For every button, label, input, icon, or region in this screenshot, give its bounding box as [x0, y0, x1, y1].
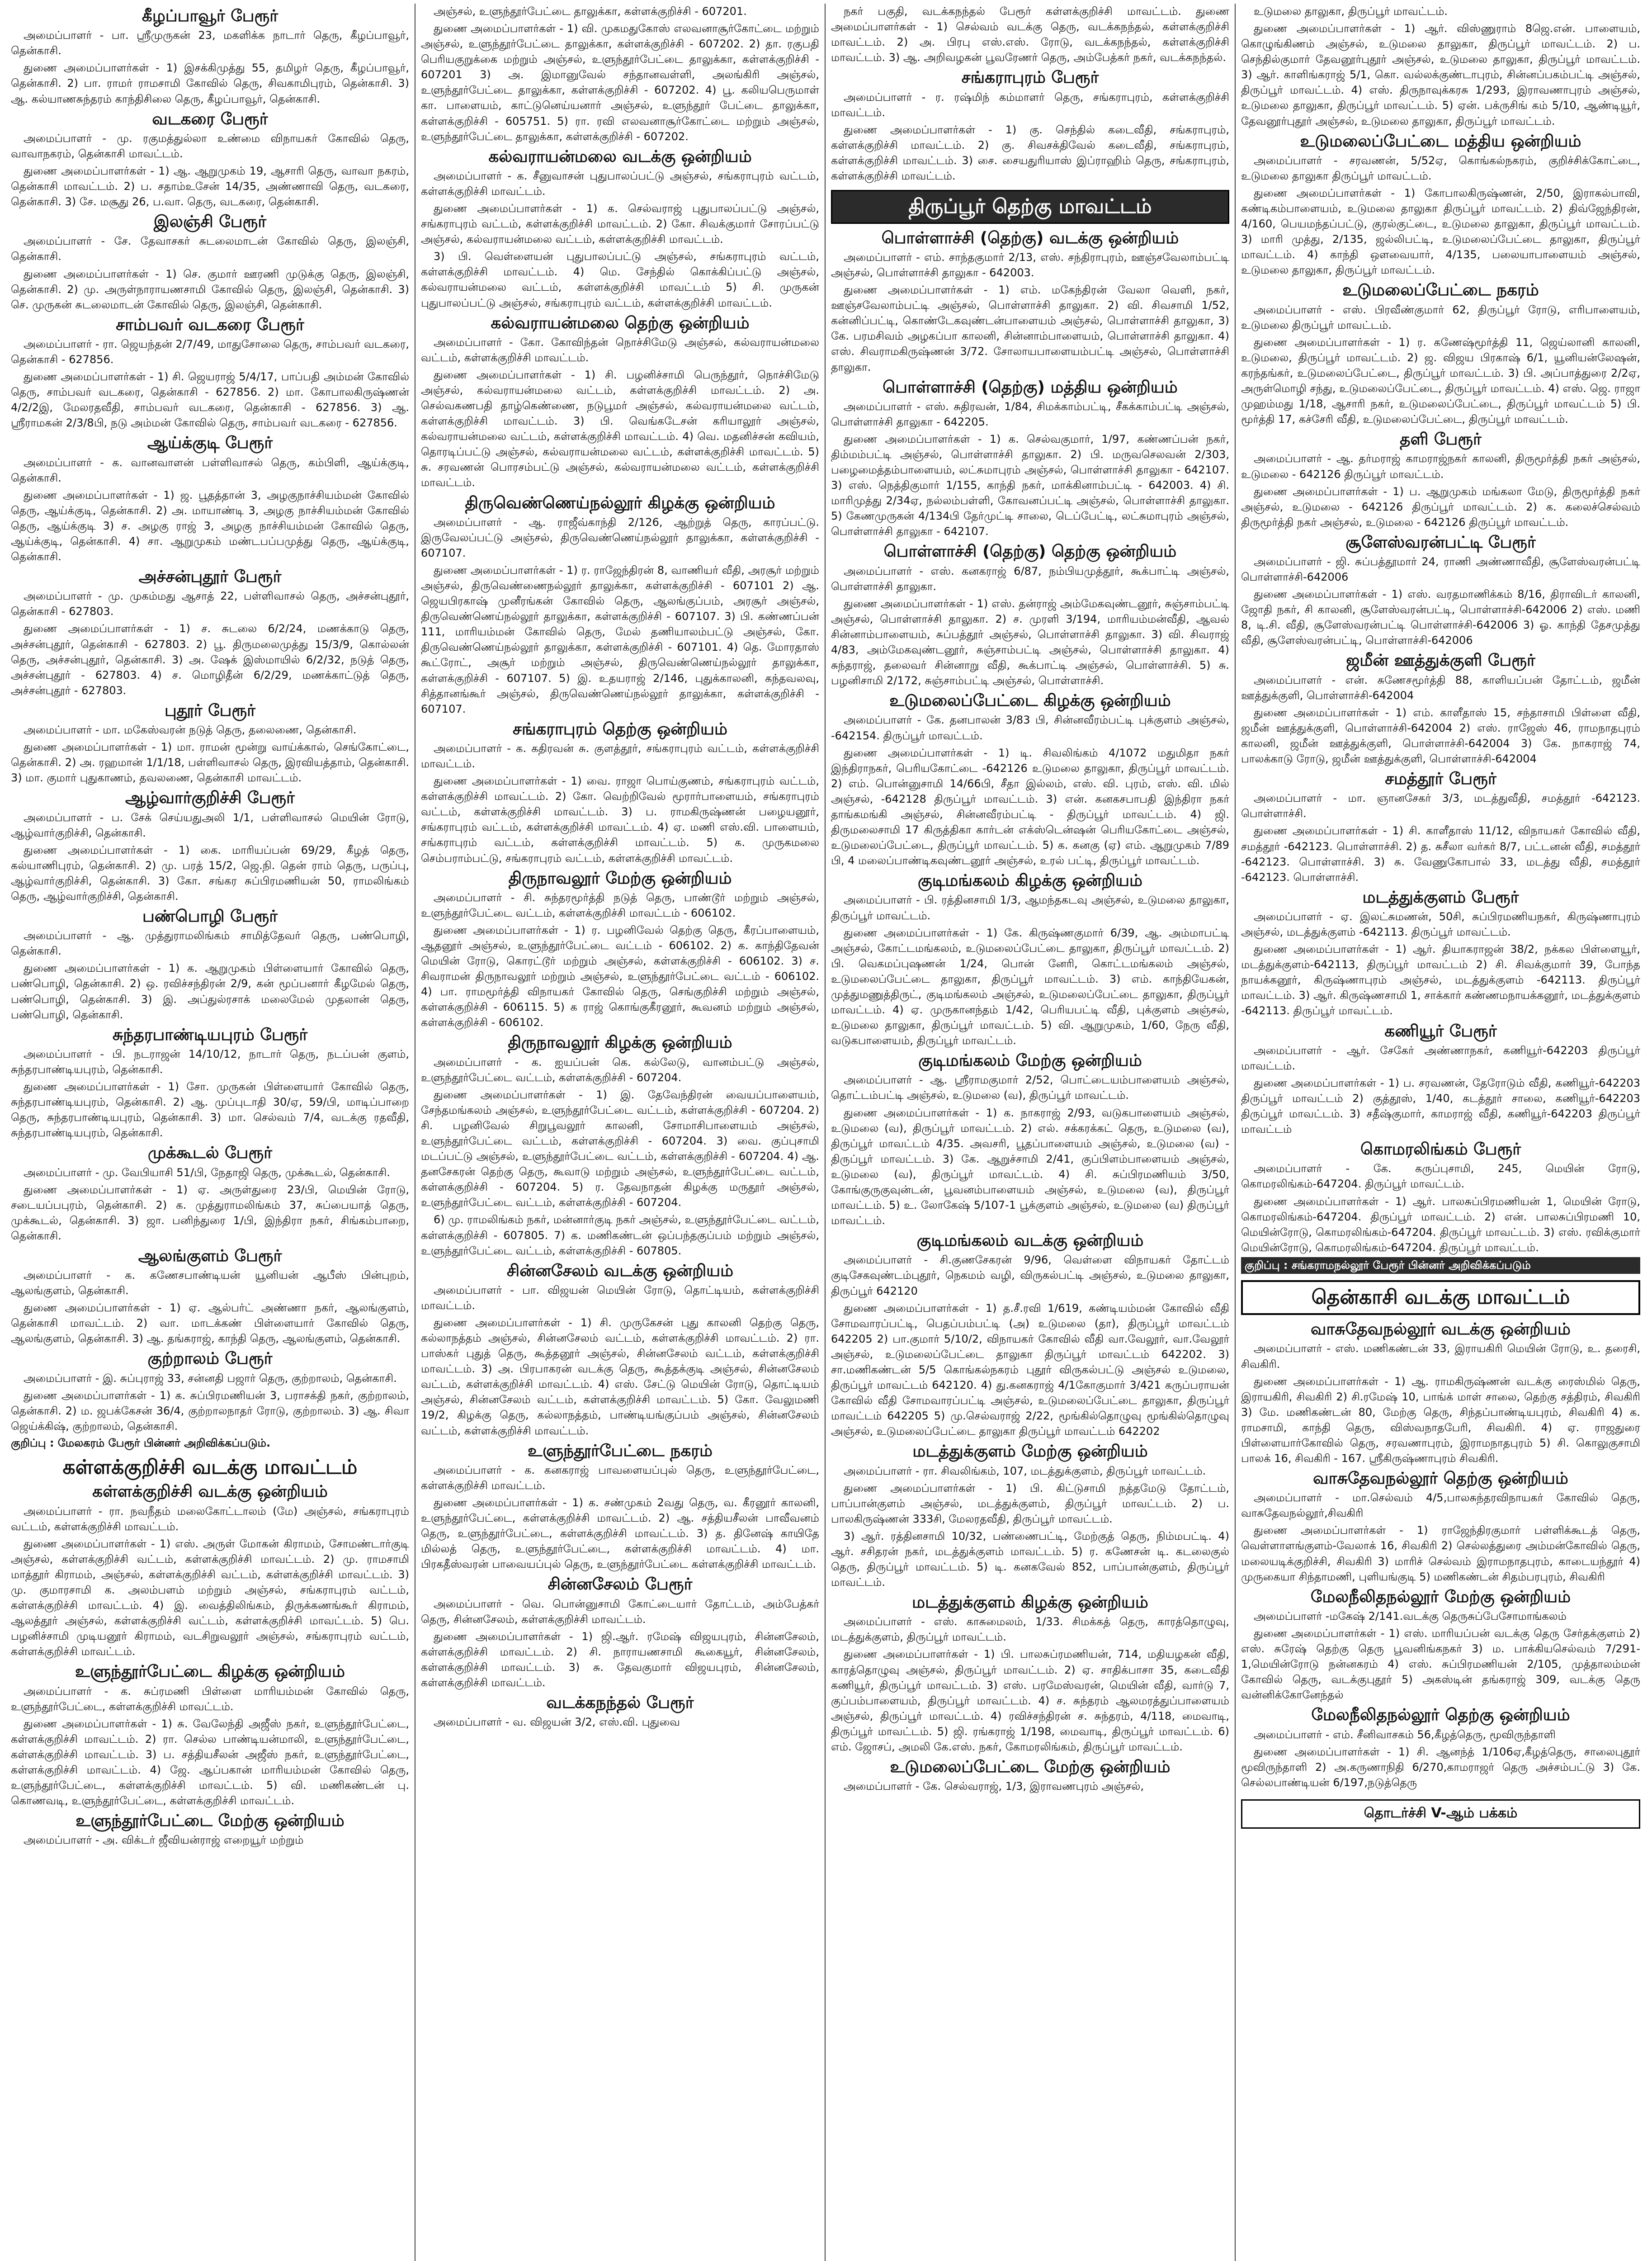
paragraph: அமைப்பாளர் - எஸ். சுதிரவன், 1/84, சிமக்காம்பட்டி, சீகக்காம்பட்டி அஞ்சல், பொள்ளாச்சி தாலுகா - 642205. [831, 400, 1229, 428]
section-heading: கணியூர் பேரூர் [1384, 1022, 1497, 1041]
paragraph: துணை அமைப்பாளர்கள் - 1) க. செல்வராஜ் புதுபாலப்பட்டு அஞ்சல், சங்கராபுரம் வட்டம், கள்ளக்குறிச்சி மாவட்டம். 2) கோ. சிவக்குமார் சோரப்பட்டு அஞ்சல், கல்வராயன்மலை வட்டம், கள்ளக்குறிச்சி மாவட்டம். [421, 202, 820, 246]
section-heading: குடிமங்கலம் கிழக்கு ஒன்றியம் [917, 871, 1143, 890]
paragraph: அமைப்பாளர் - ஆர். சேகேர் அண்ணாநகர், கணியூர்-642203 திருப்பூர் மாவட்டம். [1241, 1044, 1640, 1072]
paragraph: அமைப்பாளர் - எம். சீனிவாசகம் 56,கீழத்தெரு, மூவிருந்தாளி [1254, 1728, 1556, 1741]
paragraph: அமைப்பாளர் - ர. ரஷ்மிந் கம்மாளர் தெரு, சங்கராபுரம், கள்ளக்குறிச்சி மாவட்டம். [831, 90, 1229, 119]
paragraph: அமைப்பாளர் - ரா. ஜெயந்தன் 2/7/49, மாதுசோலை தெரு, சாம்பவர் வடகரை, தென்காசி - 627856. [11, 337, 409, 366]
paragraph: துணை அமைப்பாளர்கள் - 1) ஆ. ராமகிருஷ்ணன் வடக்கு ரைஸ்மில் தெரு, இராயகிரி, சிவகிரி 2) சி.ரமேஷ் 10, பாங்க் மாள் சாலை, தெற்கு சத்திரம், சிவகிரி 3) மே. மணிகண்டன் 80, மேற்கு தெரு, சிந்தப்பாண்டியபுரம், சிவகிரி 4) க. ராமசாமி, காந்தி தெரு, விஸ்வநாதபேரி, சிவகிரி. 4) ஏ. ராஜதுரை பிள்ளையார்கோவில் தெரு, சரவணாபுரம், இராமநாதபுரம் 5) சி. கொலுகுசாமி பாலக் 16, சிவகிரி - 167. ஸ்ரீகிருஷ்ணாபுரம் சிவகிரி. [1241, 1375, 1640, 1465]
section-heading: உளுந்தூர்பேட்டை நகரம் [528, 1441, 713, 1460]
paragraph: அமைப்பாளர் - எஸ். பிரவீண்குமார் 62, திருப்பூர் ரோடு, எரிபாளையம், உடுமலை திருப்பூர் மாவட்டம். [1241, 303, 1640, 331]
section-heading: உளுந்தூர்பேட்டை மேற்கு ஒன்றியம் [76, 1812, 345, 1831]
section-heading: முக்கூடல் பேரூர் [147, 1144, 273, 1163]
paragraph: துணை அமைப்பாளர்கள் - 1) சி. காளீதாஸ் 11/12, விநாயகர் கோவில் வீதி, சமத்தூர் -642123. பொள்ளாச்சி. 2) த. சுசீலா வர்கர் 8/7, பட்டனன் வீதி, சமத்தூர் -642123. பொள்ளாச்சி. 3) சு. வேணுகோபால் 33, மடத்து வீதி, சமத்தூர் -642123. பொள்ளாச்சி. [1241, 824, 1640, 884]
paragraph: துணை அமைப்பாளர்கள் - 1) ப. சரவணன், தேரோடும் வீதி, கணியூர்-642203 திருப்பூர் மாவட்டம் 2) குத்தூஸ், 1/40, கடத்தூர் சாலை, கணியூர்-642203 திருப்பூர் மாவட்டம். 3) சதீஷ்குமார், காமராஜ் வீதி, கணியூர்-642203 திருப்பூர் மாவட்டம் [1241, 1076, 1640, 1136]
paragraph: அமைப்பாளர் - ரா. சிவலிங்கம், 107, மடத்துக்குளம், திருப்பூர் மாவட்டம். [844, 1464, 1206, 1477]
paragraph: துணை அமைப்பாளர்கள் - 1) கோபாலகிருஷ்ணன், 2/50, இராகல்பாவி, கண்டிகம்பாளையம், உடுமலை தாலுகா திருப்பூர் மாவட்டம். 2) திவ்ஜேந்திரன், 4/160, பெயமந்தப்பட்டு, குரல்குட்டை, உடுமலை தாலுகா, திருப்பூர் மாவட்டம். 3) மாரி முத்து, 2/135, ஜல்லிபட்டி, உடுமலைப்பேட்டை தாலுகா, திருப்பூர் மாவட்டம். 4) காந்தி ஒளவையார், 4/135, பலையாபாளையம் அஞ்சல், உடுமலை தாலுகா, திருப்பூர் மாவட்டம். [1241, 186, 1640, 277]
paragraph: துணை அமைப்பாளர்கள் - 1) ஆ. ஆறுமுகம் 19, ஆசாரி தெரு, வாவா நகரம், தென்காசி மாவட்டம். 2) ப. சதாம்உசேன் 14/35, அண்ணாவி தெரு, வடகரை, தென்காசி. 3) சே. மசூது 26, ப.வா. தெரு, வடகரை, தென்காசி. [11, 164, 409, 208]
paragraph: துணை அமைப்பாளர்கள் - 1) செ. குமார் ஊரணி முடுக்கு தெரு, இலஞ்சி, தென்காசி. 2) மு. அருள்நாராயணசாமி கோவில் தெரு, இலஞ்சி, தென்காசி. 3) செ. முருகன் சுடலைமாடன் கோவில் தெரு, இலஞ்சி, தென்காசி. [11, 267, 409, 311]
paragraph: அமைப்பாளர் - கோ. கோவிந்தன் நொச்சிமேடு அஞ்சல், கல்வராயன்மலை வட்டம், கள்ளக்குறிச்சி மாவட்டம். [421, 336, 819, 364]
paragraph: அமைப்பாளர் - க. கணேசபாண்டியன் யூனியன் ஆபீஸ் பின்புறம், ஆலங்குளம், தென்காசி. [11, 1269, 409, 1297]
section-heading: சங்கராபுரம் பேரூர் [961, 68, 1099, 87]
paragraph: துணை அமைப்பாளர்கள் - 1) ஆர். விஸ்ணுராம் 8ஜெ.என். பாளையம், கொழுங்கிணம் அஞ்சல், உடுமலை தாலுகா, திருப்பூர் மாவட்டம். 2) ப. செந்தில்குமார் தேவனூர்புதூர் அஞ்சல், உடுமலை தாலுகா, திருப்பூர் மாவட்டம். 3) ஆர். காளிங்கராஜ் 5/1, கொ. வல்லக்குண்டாபுரம், சின்னப்பகம்பட்டி அஞ்சல், திருப்பூர் மாவட்டம். 4) எஸ். திருநாவுக்கரசு 1/293, இராவணாபுரம் அஞ்சல், உடுமலை தாலுகா, திருப்பூர் மாவட்டம். 5) ஏன். பக்ருசிங் கம் 5/10, ஆண்டியூர், தேவனூர்புதூர் அஞ்சல், உடுமலை தாலுகா, திருப்பூர் மாவட்டம். [1241, 22, 1640, 128]
paragraph: அமைப்பாளர் - பி. ரத்தினசாமி 1/3, ஆமந்தகடவு அஞ்சல், உடுமலை தாலுகா, திருப்பூர் மாவட்டம். [831, 894, 1229, 922]
paragraph: துணை அமைப்பாளர்கள் - 1) த.சீ.ரவி 1/619, கண்டியம்மன் கோவில் வீதி சோமவாரப்பட்டி, பெதப்பம்பட்டி (அ) உடுமலை (தா), திருப்பூர் மாவட்டம் 642205 2) பா.குமார் 5/10/2, விநாயகர் கோவில் வீதி வா.வேலூர், வா.வேலூர் அஞ்சல், உடுமலைப்பேட்டை தாலுகா திருப்பூர் மாவட்டம் 642202. 3) சா.மணிகண்டன் 5/5 கொங்கல்நகரம் புதூர் விருகல்பட்டு அஞ்சல் உடுமலை, திருப்பூர் மாவட்டம் 642120. 4) து.கனகராஜ் 4/1கோகுமார் 3/421 கருப்பராயன் கோவில் வீதி சோமவாரப்பட்டி அஞ்சல், உடுமலைப்பேட்டை தாலுகா, திருப்பூர் மாவட்டம் 642205 5) மு.செல்வராஜ் 2/22, மூங்கில்தொழுவு மூங்கில்தொழுவு அஞ்சல், உடுமலைப்பேட்டை தாலுகா திருப்பூர் மாவட்டம் 642202 [831, 1301, 1229, 1438]
section-heading: கீழப்பாவூர் பேரூர் [142, 7, 278, 25]
paragraph: அமைப்பாளர் - க. வானவாளன் பள்ளிவாசல் தெரு, கம்பிளி, ஆய்க்குடி, தென்காசி. [11, 456, 409, 484]
paragraph: அமைப்பாளர் - க. சுப்ரமணி பிள்ளை மாரியம்மன் கோவில் தெரு, உளுந்தூர்பேட்டை, கள்ளக்குறிச்சி மாவட்டம். [11, 1684, 409, 1713]
section-heading: வடக்கநந்தல் பேரூர் [546, 1693, 694, 1712]
section-heading: ஜமீன் ஊத்துக்குளி பேரூர் [1346, 651, 1535, 670]
paragraph: அமைப்பாளர் - எஸ். மணிகண்டன் 33, இராயகிரி மெயின் ரோடு, உ. தரைசி, சிவகிரி. [1241, 1342, 1640, 1371]
paragraph: துணை அமைப்பாளர்கள் - 1) க. ஆறுமுகம் பிள்ளையார் கோவில் தெரு, பண்பொழி, தென்காசி. 2) ஒ. ரவிச்சந்திரன் 2/9, கன் மூப்பனார் கீழமேல் தெரு, பண்பொழி, தென்காசி. 3) இ. அப்துல்ரசாக் மலைமேல் முதலான் தெரு, பண்பொழி, தென்காசி. [11, 962, 409, 1021]
paragraph: துணை அமைப்பாளர்கள் - 1) சி. ஜெயராஜ் 5/4/17, பாப்பதி அம்மன் கோவில் தெரு, சாம்பவர் வடகரை, தென்காசி - 627856. 2) மா. கோபாலகிருஷ்ணன் 4/2/2இ, மேலரதவீதி, சாம்பவர் வடகரை, தென்காசி - 627856. 3) ஆ. ஸ்ரீராமகன் 2/3/8பி, நடு அம்மன் கோவில் தெரு, சாம்பவர் வடகரை - 627856. [11, 370, 409, 430]
section-heading: பொள்ளாச்சி (தெற்கு) மத்திய ஒன்றியம் [883, 378, 1178, 397]
paragraph: துணை அமைப்பாளர்கள் - 1) ப. ஆறுமுகம் மங்கலா மேடு, திருமூர்த்தி நகர் அஞ்சல், உடுமலை - 642126 திருப்பூர் மாவட்டம். 2) க. கலைச்செல்வம் திருமூர்த்தி நகர் அஞ்சல், உடுமலை - 642126 திருப்பூர் மாவட்டம். [1241, 485, 1640, 529]
paragraph: அமைப்பாளர் - பா. ஸ்ரீமுருகன் 23, மகளிக்க நாடார் தெரு, கீழப்பாவூர், தென்காசி. [11, 29, 409, 57]
section-heading: உடுமலைப்பேட்டை மேற்கு ஒன்றியம் [890, 1758, 1171, 1777]
section-heading: சமத்தூர் பேரூர் [1385, 770, 1496, 789]
paragraph: 3) பி. வெள்ளையன் புதுபாலப்பட்டு அஞ்சல், சங்கராபுரம் வட்டம், கள்ளக்குறிச்சி மாவட்டம். 4) மெ. சேந்தில் கொக்கிப்பட்டு அஞ்சல், கல்வராயன்மலை வட்டம், கள்ளக்குறிச்சி மாவட்டம் 5) சி. முருகன் புதுபாலப்பட்டு அஞ்சல், சங்கராபுரம் வட்டம், கள்ளக்குறிச்சி மாவட்டம். [421, 250, 819, 309]
paragraph: துணை அமைப்பாளர்கள் - 1) எஸ். மாரியப்பன் வடக்கு தெரு சேர்தக்குளம் 2) எஸ். சுரேஷ் தெற்கு தெரு பூவனிங்கநகர் 3) ம. பாக்கியசெல்வம் 7/291-1,மெயின்ரோடு நன்னகரம் 4) எஸ். சுப்பிரமணியன் 2/105, முத்தாலம்மன் கோவில் தெரு, வடக்குபுதூர் 5) அகஸ்டின் தங்கராஜ் 309, வடக்கு தெரு வன்னிக்கோனேந்தல் [1241, 1627, 1640, 1702]
paragraph: அமைப்பாளர் - எஸ். காசுமைலம், 1/33. சிமக்கத் தெரு, காரத்தொழுவு, மடத்துக்குளம், திருப்பூர் மாவட்டம். [831, 1615, 1229, 1644]
paragraph: அமைப்பாளர் - க. சீனுவாசன் புதுபாலப்பட்டு அஞ்சல், சங்கராபுரம் வட்டம், கள்ளக்குறிச்சி மாவட்டம். [421, 169, 819, 198]
section-heading: வடகரை பேரூர் [152, 109, 268, 128]
paragraph: அமைப்பாளர் - இ. சுப்புராஜ் 33, சன்னதி பஜார் தெரு, குற்றாலம், தென்காசி. [24, 1372, 397, 1385]
section-heading: சின்னசேலம் பேரூர் [548, 1575, 693, 1594]
paragraph: துணை அமைப்பாளர்கள் - 1) ச. சுடலை 6/2/24, மணக்காடு தெரு, அச்சன்புதூர், தென்காசி - 627803. 2) பூ. திருமலைமுத்து 15/3/9, கொல்லன் தெரு, அச்சன்புதூர், தென்காசி. 3) அ. ஷேக் இஸ்மாயில் 6/2/32, நடுத் தெரு, அச்சன்புதூர் - 627803. 4) ச. மொழிதீன் 6/2/29, மணக்காட்டுத் தெரு, அச்சன்புதூர் - 627803. [11, 622, 409, 697]
section-heading: தளி பேரூர் [1400, 430, 1482, 449]
paragraph: துணை அமைப்பாளர்கள் - 1) க. செல்வகுமார், 1/97, கண்ணப்பன் நகர், திம்மம்பட்டி அஞ்சல், பொள்ளாச்சி தாலுகா. 2) பி. மருவசெலவன் 2/303, பழைமைத்தம்பாளையம், லட்சுமாபுரம் அஞ்சல், பொள்ளாச்சி தாலுகா - 642107. 3) எஸ். நெத்திகுமார் 1/155, காந்தி நகர், மாக்கினாம்பட்டி - 642003. 4) சி. மாரிமுத்து 2/34ஏ, நல்லம்பள்ளி, கோவனப்பட்டி அஞ்சல், பொள்ளாச்சி தாலுகா. 5) கேணமுருகன் 4/134பி தேர்முட்டி சாலை, டெப்பேட்டி, லட்சுமாபுரம் அஞ்சல், பொள்ளாச்சி தாலுகா - 642107. [831, 432, 1229, 538]
paragraph: 3) ஆர். ரத்தினசாமி 10/32, பண்ணைபட்டி, மேற்குத் தெரு, நிம்மபட்டி. 4) ஆர். சசிதரன் நகர், மடத்துக்குளம் மாவட்டம். 5) ர. கணேசன் டி. கடலைகுல் தெரு, திருப்பூர் மாவட்டம். 5) டி. கனகவேல் 852, பாப்பான்குளம், திருப்பூர் மாவட்டம். [831, 1529, 1229, 1589]
paragraph: அமைப்பாளர் -மகேஷ் 2/141.வடக்கு தெருசுப்பேசோமாங்கலம் [1254, 1609, 1567, 1622]
paragraph: துணை அமைப்பாளர்கள் - 1) ஆர். தியாகராஜன் 38/2, நக்கல பிள்ளையூர், மடத்துக்குளம்-642113, திருப்பூர் மாவட்டம் 2) சி. சிவக்குமார் 39, போந்த நாயக்கனூர், கிருஷ்ணாபுரம் அஞ்சல், மடத்துக்குளம் -642113. திருப்பூர் மாவட்டம். 3) ஆர். கிருஷ்ணசாமி 1, சாக்கார் கண்ணமநாயக்கனூர், மடத்துக்குளம் -642113. திருப்பூர் மாவட்டம். [1241, 943, 1640, 1017]
paragraph: துணை அமைப்பாளர்கள் - 1) சி. ஆனந்த் 1/106ஏ,கீழத்தெரு, சாலைபுதூர் மூவிருந்தாளி 2) அ.கருணாநிதி 6/270,காமராஜர் தெரு அச்சம்பட்டு 3) கே. செல்லபாண்டியன் 6/197,நடுத்தெரு [1241, 1745, 1640, 1789]
paragraph: அமைப்பாளர் - க. கனகராஜ் பாவளையப்புல் தெரு, உளுந்தூர்பேட்டை, கள்ளக்குறிச்சி மாவட்டம். [421, 1463, 819, 1492]
paragraph: அமைப்பாளர் - மா.செல்வம் 4/5,பாலசுந்தரவிநாயகர் கோவில் தெரு, வாசுதேவநல்லூர்,சிவகிரி [1241, 1491, 1640, 1520]
paragraph: துணை அமைப்பாளர்கள் - 1) டி. சிவலிங்கம் 4/1072 மதுமிதா நகர் இந்திராநகர், பெரியகோட்டை -642126 உடுமலை தாலுகா, திருப்பூர் மாவட்டம். 2) எம். பொன்னுசாமி 14/66பி, சீதா இல்லம், எஸ். வி. புரம், எஸ். வி. மில் அஞ்சல், -642128 திருப்பூர் மாவட்டம். 3) என். கனகசபாபதி இந்திரா நகர் தாங்கமங்கி அஞ்சல், சின்னவீரம்பட்டி - திருப்பூர் மாவட்டம். 4) ஜி. திருமலைசாமி 17 கிருத்திகா கார்டன் எக்ஸ்டென்ஷன் பெரியகோட்டை அஞ்சல், உடுமலைப்பேட்டை, திருப்பூர் மாவட்டம். 5) க. கனகு (ஏ) எம். ஆறுமுகம் 7/89 பி, 4 மலைப்பாண்டிகவுண்டனூர் அஞ்சல், உரல் பட்டி, திருப்பூர் மாவட்டம். [831, 746, 1229, 867]
column-2 [415, 4, 826, 2261]
paragraph: துணை அமைப்பாளர்கள் - 1) சி. பழனிச்சாமி பெருந்தூர், நொச்சிமேடு அஞ்சல், கல்வராயன்மலை வட்டம், கள்ளக்குறிச்சி மாவட்டம். 2) அ. செல்வகணபதி தாழ்கெண்ணை, நடுபூமர் அஞ்சல், கல்வராயன்மலை வட்டம், கள்ளக்குறிச்சி மாவட்டம். 3) பி. வெங்கடேசன் கரியாலூர் அஞ்சல், கல்வராயன்மலை வட்டம், கள்ளக்குறிச்சி மாவட்டம். 4) வெ. மதனிச்சன் கவியம், தொரடிப்பட்டு அஞ்சல், கல்வராயன்மலை வட்டம், கள்ளக்குறிச்சி மாவட்டம். 5) சு. சரவணன் பொரசம்பட்டு அஞ்சல், கல்வராயன்மலை வட்டம், கள்ளக்குறிச்சி மாவட்டம். [421, 368, 819, 489]
paragraph: துணை அமைப்பாளர்கள் - 1) வி. முகமதுகோஸ் எலவனாசூர்கோட்டை மற்றும் அஞ்சல், உளுந்தூர்பேட்டை தாலுக்கா, கள்ளக்குறிச்சி - 607202. 2) தா. ரகுபதி பெரியகுறுக்கை மற்றும் அஞ்சல், உளுந்தூர்பேட்டை தாலுக்கா, கள்ளக்குறிச்சி - 607201 3) அ. இமானுவேல் சந்தானவள்ளி, அலங்கிரி அஞ்சல், உளுந்தூர்பேட்டை தாலுக்கா, கள்ளக்குறிச்சி - 607202. 4) பூ. கலியபெருமாள் கா. பாளையம், காட்டுனெய்யனார் அஞ்சல், உளுந்தூர் பேட்டை தாலுக்கா, கள்ளக்குறிச்சி - 605751. 5) ரா. ரவி எலவனாசூர்கோட்டை மற்றும் அஞ்சல், உளுந்தூர்பேட்டை தாலுக்கா, கள்ளக்குறிச்சி - 607202. [421, 22, 819, 143]
paragraph: துணை அமைப்பாளர்கள் - 1) சி. முருகேசன் புது காலனி தெற்கு தெரு, கல்லாநத்தம் அஞ்சல், சின்னசேலம் வட்டம், கள்ளக்குறிச்சி மாவட்டம். 2) ரா. பாஸ்கர் புதுத் தெரு, கூத்தனூர் அஞ்சல், சின்னசேலம் வட்டம், கள்ளக்குறிச்சி மாவட்டம். 3) அ. பிரபாகரன் வடக்கு தெரு, கூத்தக்குடி அஞ்சல், சின்னசேலம் வட்டம், கள்ளக்குறிச்சி மாவட்டம். 4) எஸ். சேட்டு மெயின் ரோடு, தொட்டியம் அஞ்சல், சின்னசேலம் வட்டம், கள்ளக்குறிச்சி மாவட்டம். 5) கோ. வேலுமணி 19/2, கிழக்கு தெரு, கல்லாநத்தம், பாண்டியங்குப்பம் அஞ்சல், சின்னசேலம் வட்டம், கள்ளக்குறிச்சி மாவட்டம். [421, 1316, 819, 1437]
paragraph: துணை அமைப்பாளர்கள் - 1) ஏ. அருள்துரை 23/பி, மெயின் ரோடு, சடையப்பபுரம், தென்காசி. 2) க. முத்துராமலிங்கம் 37, சுப்பையாத் தெரு, முக்கூடல், தென்காசி. 3) ஜா. பனிந்துரை 1/பி, இந்திரா நகர், சிங்கம்பாறை, தென்காசி. [11, 1183, 409, 1242]
paragraph: அமைப்பாளர் - என். சுணேசமூர்த்தி 88, காளியப்பன் தோட்டம், ஜமீன் ஊத்துக்குளி, பொள்ளாச்சி-642004 [1241, 673, 1640, 702]
paragraph: அமைப்பாளர் - சி.குணசேகரன் 9/96, வெள்ளை விநாயகர் தோட்டம் குடிசேகவுண்டம்புதூர், நெகமம் வழி, விருகல்பட்டி அஞ்சல், உடுமலை தாலுகா, திருப்பூர் 642120 [831, 1253, 1229, 1297]
paragraph: துணை அமைப்பாளர்கள் - 1) க. சுப்பிரமணியன் 3, பராசக்தி நகர், குற்றாலம், தென்காசி. 2) ம. ஜபக்கேசன் 36/4, குற்றாலநாதர் ரோடு, குற்றாலம். 3) ஆ. சிவா ஜெய்க்கிஷ், குற்றாலம், தென்காசி. [11, 1389, 409, 1433]
paragraph: அமைப்பாளர் - ஏ. இலட்சுமணன், 50சி, சுப்பிரமணியநகர், கிருஷ்ணாபுரம் அஞ்சல், மடத்துக்குளம் -642113. திருப்பூர் மாவட்டம். [1241, 910, 1640, 939]
paragraph: துணை அமைப்பாளர்கள் - 1) ஏ. ஆல்பர்ட் அண்ணா நகர், ஆலங்குளம், தென்காசி மாவட்டம். 2) வா. மாடக்கண் பிள்ளையார் கோவில் தெரு, ஆலங்குளம், தென்காசி. 3) ஆ. தங்கராஜ், காந்தி தெரு, ஆலங்குளம், தென்காசி. [11, 1301, 410, 1345]
note-text: குறிப்பு : சங்கராமநல்லூர் பேரூர் பின்னர் அறிவிக்கப்படும் [1241, 1257, 1640, 1274]
paragraph: அமைப்பாளர் - கே. கருப்புசாமி, 245, மெயின் ரோடு, கொமரலிங்கம்-647204. திருப்பூர் மாவட்டம். [1241, 1162, 1640, 1191]
section-heading: புதூர் பேரூர் [165, 701, 255, 720]
paragraph: அமைப்பாளர் - ஆ. முத்துராமலிங்கம் சாமித்தேவர் தெரு, பண்பொழி, தென்காசி. [11, 929, 409, 958]
section-heading: சின்னசேலம் வடக்கு ஒன்றியம் [506, 1261, 734, 1280]
paragraph: அமைப்பாளர் - ரா. நவநீதம் மலைகோட்டாலம் (மே) அஞ்சல், சங்கராபுரம் வட்டம், கள்ளக்குறிச்சி மாவட்டம். [11, 1504, 409, 1533]
paragraph: துணை அமைப்பாளர்கள் - 1) ஆர். பாலசுப்பிரமணியன் 1, மெயின் ரோடு, கொமரலிங்கம்-647204. திருப்பூர் மாவட்டம். 2) என். பாலசுப்பிரமணி 10, மெயின்ரோடு, கொமரலிங்கம்-647204. திருப்பூர் மாவட்டம். 3) எஸ். ரவிக்குமார் மெயின்ரோடு, கொமரலிங்கம்-647204. திருப்பூர் மாவட்டம். [1241, 1195, 1640, 1254]
section-heading: சாம்பவர் வடகரை பேரூர் [116, 315, 304, 334]
paragraph: அமைப்பாளர் - சி. சுந்தரமூர்த்தி நடுத் தெரு, பாண்டூர் மற்றும் அஞ்சல், உளுந்தூர்பேட்டை வட்டம், கள்ளக்குறிச்சி மாவட்டம் - 606102. [421, 891, 819, 919]
section-heading: திருநாவலூர் மேற்கு ஒன்றியம் [508, 869, 732, 888]
district-heading: கள்ளக்குறிச்சி வடக்கு மாவட்டம் [62, 1455, 358, 1479]
section-heading: சங்கராபுரம் தெற்கு ஒன்றியம் [513, 719, 727, 738]
section-heading: கள்ளக்குறிச்சி வடக்கு ஒன்றியம் [92, 1482, 328, 1501]
paragraph: துணை அமைப்பாளர்கள் - 1) பி. பாலசுப்ரமணியன், 714, மதியழகன் வீதி, காரத்தொழுவு அஞ்சல், திருப்பூர் மாவட்டம். 2) ஏ. சாதிக்பாசா 35, கடைவீதி கணியூர், திருப்பூர் மாவட்டம். 3) எஸ். பரமேஸ்வரன், மெயின் வீதி, வார்டு 7, குப்பம்பாளையம், திருப்பூர் மாவட்டம். 4) ச. சுந்தரம் ஆலமரத்துப்பாளையம் அஞ்சல், திருப்பூர் மாவட்டம். 4) ரவிச்சந்திரன் ச. சுந்தரம், 4/118, மைவாடி, திருப்பூர் மாவட்டம். 5) ஜி. ரங்கராஜ் 1/198, மைவாடி, திருப்பூர் மாவட்டம். 6) எம். ஜோசப், அமலி கே.எஸ். நகர், கோமரலிங்கம், திருப்பூர் மாவட்டம். [831, 1648, 1230, 1753]
paragraph: நகர் பகுதி, வடக்கநந்தல் பேரூர் கள்ளக்குறிச்சி மாவட்டம். துணை அமைப்பாளர்கள் - 1) செல்வம் வடக்கு தெரு, வடக்கநந்தல், கள்ளக்குறிச்சி மாவட்டம். 2) அ. பிரபு எஸ்.எஸ். ரோடு, வடக்கநந்தல், கள்ளக்குறிச்சி மாவட்டம். 3) ஆ. அறிவழகன் பூவரேணர் தெரு, அம்பேத்கர் நகர், வடக்கநந்தல். [831, 5, 1229, 64]
paragraph: அமைப்பாளர் - ஆ. ராஜீவ்காந்தி 2/126, ஆற்றுத் தெரு, காரப்பட்டு. இருவேலப்பட்டு அஞ்சல், திருவெண்ணெய்நல்லூர் தாலுக்கா, கள்ளக்குறிச்சி - 607107. [421, 516, 819, 559]
paragraph: துணை அமைப்பாளர்கள் - 1) சு. வேலேந்தி அஜீஸ் நகர், உளுந்தூர்பேட்டை, கள்ளக்குறிச்சி மாவட்டம். 2) ரா. செல்ல பாண்டியன்மாலி, உளுந்தூர்பேட்டை, கள்ளக்குறிச்சி மாவட்டம். 3) ப. சத்தியசீலன் அஜீஸ் நகர், உளுந்தூர்பேட்டை, கள்ளக்குறிச்சி மாவட்டம். 4) ஜே. ஆப்பகான் மாரியம்மன் கோவில் தெரு, உளுந்தூர்பேட்டை, கள்ளக்குறிச்சி மாவட்டம். 5) வி. மணிகண்டன் பு. கொணவடி, உளுந்தூர்பேட்டை, கள்ளக்குறிச்சி மாவட்டம். [11, 1717, 409, 1807]
section-heading: குற்றாலம் பேரூர் [147, 1349, 273, 1368]
paragraph: அமைப்பாளர் - மு. ரகுமத்துல்லா உண்மை விநாயகர் கோவில் தெரு, வாவாநகரம், தென்காசி மாவட்டம். [11, 132, 409, 160]
section-heading: உளுந்தூர்பேட்டை கிழக்கு ஒன்றியம் [75, 1662, 345, 1681]
section-heading: கல்வராயன்மலை வடக்கு ஒன்றியம் [488, 147, 752, 166]
section-heading: உடுமலைப்பேட்டை நகரம் [1342, 281, 1539, 300]
paragraph: துணை அமைப்பாளர்கள் - 1) மா. ராமன் மூன்று வாய்க்கால், செங்கோட்டை, தென்காசி. 2) அ. ரஹமான் 1/1/18, பள்ளிவாசல் தெரு, இரவியத்தாம், தென்காசி. 3) மா. குமார் புதுகாணம், தவலணை, தென்காசி மாவட்டம். [11, 741, 409, 785]
paragraph: துணை அமைப்பாளர்கள் - 1) எம். காளீதாஸ் 15, சந்தாசாமி பிள்ளை வீதி, ஜமீன் ஊத்துக்குளி, பொள்ளாச்சி-642004 2) எஸ். ராஜேஸ் 46, ராமநாதபுரம் காலனி, ஜமீன் ஊத்துக்குளி, பொள்ளாச்சி-642004 3) கே. நாகராஜ் 74, பாலக்காடு ரோடு, ஜமீன் ஊத்துக்குளி, பொள்ளாச்சி-642004 [1241, 706, 1640, 766]
section-heading: அச்சன்புதூர் பேரூர் [138, 568, 282, 587]
section-heading: பொள்ளாச்சி (தெற்கு) வடக்கு ஒன்றியம் [881, 228, 1179, 247]
section-heading: ஆலங்குளம் பேரூர் [138, 1246, 282, 1265]
section-heading: சூளேஸ்வரன்பட்டி பேரூர் [1345, 533, 1536, 552]
paragraph: துணை அமைப்பாளர்கள் - 1) கு. செந்தில் கடைவீதி, சங்கராபுரம், கள்ளக்குறிச்சி மாவட்டம். 2) கு. சிவசக்திவேல் கடைவீதி, சங்கராபுரம், கள்ளக்குறிச்சி மாவட்டம். 3) சை. சையதுரியாஸ் இப்ராஹிம் தெரு, சங்கராபுரம், கள்ளக்குறிச்சி மாவட்டம். [831, 123, 1229, 182]
paragraph: அமைப்பாளர் - வெ. பொன்னுசாமி கோட்டையார் தோட்டம், அம்பேத்கர் தெரு, சின்னசேலம், கள்ளக்குறிச்சி மாவட்டம். [421, 1597, 819, 1626]
paragraph: துணை அமைப்பாளர்கள் - 1) வை. ராஜா பொய்குணம், சங்கராபுரம் வட்டம், கள்ளக்குறிச்சி மாவட்டம். 2) கோ. வெற்றிவேல் மூரார்பாளையம், சங்கராபுரம் வட்டம், கள்ளக்குறிச்சி மாவட்டம். 3) ப. ராமகிருஷ்ணன் பழையனூர், சங்கராபுரம் வட்டம், கள்ளக்குறிச்சி மாவட்டம். 4) ஏ. மணி எஸ்.வி. பாளையம், சங்கராபுரம் வட்டம், கள்ளக்குறிச்சி மாவட்டம். 5) க. முருகமலை செம்பராம்பட்டு, சங்கராபுரம் வட்டம், கள்ளக்குறிச்சி மாவட்டம். [421, 775, 819, 865]
section-heading: மேலநீலிதநல்லூர் தெற்கு ஒன்றியம் [1311, 1706, 1570, 1725]
paragraph: அமைப்பாளர் - எஸ். கனகராஜ் 6/87, நம்பியமுத்தூர், கூக்பாட்டி அஞ்சல், பொள்ளாச்சி தாலுகா. [831, 564, 1229, 593]
section-heading: பொள்ளாச்சி (தெற்கு) தெற்கு ஒன்றியம் [883, 542, 1177, 561]
paragraph: அமைப்பாளர் - சே. தேவாசகர் சுடலைமாடன் கோவில் தெரு, இலஞ்சி, தென்காசி. [11, 235, 409, 263]
paragraph: அமைப்பாளர் - கே. தனபாலன் 3/83 பி, சின்னவீரம்பட்டி புக்குளம் அஞ்சல், -642154. திருப்பூர் மாவட்டம். [831, 714, 1229, 742]
paragraph: துணை அமைப்பாளர்கள் - 1) க. நாகராஜ் 2/93, வடுகபாளையம் அஞ்சல், உடுமலை (வ), திருப்பூர் மாவட்டம். 2) எல். சக்கரக்கட் தெரு, உடுமலை (வ), திருப்பூர் மாவட்டம் 4/35. அவசரி, பூதப்பாளையம் அஞ்சல், உடுமலை (வ) - திருப்பூர் மாவட்டம். 3) கே. ஆறுச்சாமி 2/41, குப்பிளம்பாளையம் அஞ்சல், உடுமலை (வ), திருப்பூர் மாவட்டம். 4) சி. சுப்பிரமணியம் 3/50, கோங்குருகுவுன்டன், பூவனம்பாளையம் அஞ்சல், உடுமலை (வ), திருப்பூர் மாவட்டம். 5) உ. லோகேஷ் 5/107-1 பூக்குளம் அஞ்சல், உடுமலை (வ) திருப்பூர் மாவட்டம். [831, 1106, 1229, 1227]
paragraph: அமைப்பாளர் - மா. ஞானசேகர் 3/3, மடத்துவீதி, சமத்தூர் -642123. பொள்ளாச்சி. [1241, 792, 1640, 820]
column-1 [5, 4, 415, 2261]
section-heading: ஆய்க்குடி பேரூர் [147, 434, 273, 453]
column-3 [826, 4, 1236, 2261]
section-heading: மடத்துக்குளம் மேற்கு ஒன்றியம் [912, 1442, 1148, 1461]
paragraph: துணை அமைப்பாளர்கள் - 1) சோ. முருகன் பிள்ளையார் கோவில் தெரு, சுந்தரபாண்டியபுரம், தென்காசி. 2) ஆ. முப்புடாதி 30/ஏ, 59/பி, மாடிப்பாறை தெரு, சுந்தரபாண்டியபுரம், தென்காசி. 3) மா. செல்வம் 7/4, வடக்கு ரதவீதி, சுந்தரபாண்டியபுரம், தென்காசி. [11, 1080, 409, 1140]
section-heading: திருவெண்ணெய்நல்லூர் கிழக்கு ஒன்றியம் [465, 493, 775, 512]
paragraph: அமைப்பாளர் - க. ஐயப்பன் கெ. கல்லேடு, வானம்பட்டு அஞ்சல், உளுந்தூர்பேட்டை வட்டம், கள்ளக்குறிச்சி - 607204. [421, 1055, 819, 1084]
paragraph: துணை அமைப்பாளர்கள் - 1) இசக்கிமுத்து 55, தமிழர் தெரு, கீழப்பாவூர், தென்காசி. 2) பா. ராமர் ராமசாமி கோவில் தெரு, சிவகாமிபுரம், தென்காசி. 3) ஆ. கல்யாணசுந்தரம் காந்திசிலை தெரு, கீழப்பாவூர், தென்காசி. [11, 61, 409, 105]
paragraph: துணை அமைப்பாளர்கள் - 1) ஜ. பூதத்தான் 3, அழகுநாச்சியம்மன் கோவில் தெரு, ஆய்க்குடி, தென்காசி. 2) அ. மாயாண்டி 3, அழகு நாச்சியம்மன் கோவில் தெரு, ஆய்க்குடி 3) ச. அழகு ராஜ் 3, அழகு நாச்சியம்மன் கோவில் தெரு, ஆய்க்குடி, தென்காசி. 4) சா. ஆறுமுகம் மண்டபப்பமுத்து தெரு, ஆய்க்குடி, தென்காசி. [11, 488, 409, 563]
section-heading: மேலநீலிதநல்லூர் மேற்கு ஒன்றியம் [1310, 1587, 1571, 1606]
paragraph: துணை அமைப்பாளர்கள் - 1) எம். மகேந்திரன் வேலா வெளி, நகர், ஊஞ்சவேலாம்பட்டி அஞ்சல், பொள்ளாச்சி தாலுகா. 2) வி. சிவசாமி 1/52, கன்னிப்பட்டி, கொண்டேகவுண்டன்பாளையம் அஞ்சல், பொள்ளாச்சி தாலுகா, 3) கே. பரமசிவம் அழகப்பா காலனி, சின்னாம்பாளையம், பொள்ளாச்சி தாலுகா. 4) எஸ். சிவராமகிருஷ்ணன் 3/72. சோலாயபாளையம்பட்டி அஞ்சல், பொள்ளாச்சி தாலுகா. [831, 284, 1230, 374]
section-heading: மடத்துக்குளம் கிழக்கு ஒன்றியம் [912, 1593, 1148, 1612]
section-heading: மடத்துக்குளம் பேரூர் [1362, 888, 1519, 907]
section-heading: உடுமலைப்பேட்டை கிழக்கு ஒன்றியம் [889, 691, 1171, 710]
paragraph: அமைப்பாளர் - ப. சேக் செய்யதுஅலி 1/1, பள்ளிவாசல் மெயின் ரோடு, ஆழ்வார்குறிச்சி, தென்காசி. [11, 811, 409, 839]
continued-notice: தொடர்ச்சி V-ஆம் பக்கம் [1241, 1799, 1640, 1829]
paragraph: அமைப்பாளர் - மா. மகேஸ்வரன் நடுத் தெரு, தலைணை, தென்காசி. [24, 724, 357, 737]
paragraph: அமைப்பாளர் - ஆ. ஸ்ரீராமகுமார் 2/52, பொட்டையம்பாளையம் அஞ்சல், தொட்டம்பட்டி அஞ்சல், உடுமலை (வ), திருப்பூர் மாவட்டம். [831, 1074, 1229, 1102]
paragraph: துணை அமைப்பாளர்கள் - 1) க. சண்முகம் 2வது தெரு, வ. கீரனூர் காலனி, உளுந்தூர்பேட்டை, கள்ளக்குறிச்சி மாவட்டம். 2) ஆ. சத்தியசீலன் பாவீவனம் தெரு, உளுந்தூர்பேட்டை, கள்ளக்குறிச்சி மாவட்டம். 3) த. தினேஷ் காயிதே மில்லத் தெரு, உளுந்தூர்பேட்டை, கள்ளக்குறிச்சி மாவட்டம். 4) மா. பிரகதீஸ்வரன் பாவையப்புல் தெரு, உளுந்தூர்பேட்டை கள்ளக்குறிச்சி மாவட்டம். [421, 1496, 819, 1571]
paragraph: அமைப்பாளர் - எம். சாந்தகுமார் 2/13, எஸ். சந்திராபுரம், ஊஞ்சவேலாம்பட்டி அஞ்சல், பொள்ளாச்சி தாலுகா - 642003. [831, 251, 1229, 279]
paragraph: அமைப்பாளர் - மு. முகம்மது ஆசாத் 22, பள்ளிவாசல் தெரு, அச்சன்புதூர், தென்காசி - 627803. [11, 590, 409, 618]
paragraph: 6) மு. ராமலிங்கம் நகர், மன்னார்குடி நகர் அஞ்சல், உளுந்தூர்பேட்டை வட்டம், கள்ளக்குறிச்சி - 607805. 7) க. மணிகண்டன் ஒப்பந்தகுப்பம் மற்றும் அஞ்சல், உளுந்தூர்பேட்டை வட்டம், கள்ளக்குறிச்சி - 607805. [421, 1213, 819, 1257]
paragraph: துணை அமைப்பாளர்கள் - 1) கை. மாரியப்பன் 69/29, கீழத் தெரு, கல்யாணிபுரம், தென்காசி. 2) மு. பரத் 15/2, ஜெ.நி. தென் ராம் தெரு, பருப்பு, ஆழ்வார்குறிச்சி, தென்காசி. 3) கோ. சங்கர சுப்பிரமணியன் 50, ராமலிங்கம் தெரு, ஆழ்வார்குறிச்சி, தென்காசி. [11, 843, 409, 903]
paragraph: அமைப்பாளர் - கே. செல்வராஜ், 1/3, இராவணபுரம் அஞ்சல், [844, 1780, 1144, 1793]
newspaper-page [5, 4, 1647, 2261]
section-heading: குடிமங்கலம் மேற்கு ஒன்றியம் [918, 1051, 1142, 1070]
paragraph: துணை அமைப்பாளர்கள் - 1) ர. ராஜேந்திரன் 8, வாணியர் வீதி, அரசூர் மற்றும் அஞ்சல், திருவெண்ணைநல்லூர் தாலுக்கா, கள்ளக்குறிச்சி - 607101 2) ஆ. ஜெயபிரகாஷ் முனீரங்கன் கோவில் தெரு, ஆலங்குப்பம், அரசூர் அஞ்சல், திருவெண்ணெய்நல்லூர் தாலுக்கா, கள்ளக்குறிச்சி - 607107. 3) பி. கண்ணப்பன் 111, மாரியம்மன் கோவில் தெரு, மேல் தணியாலம்பட்டு அஞ்சல், கோ. திருவெண்ணெய்நல்லூர் தாலுக்கா, கள்ளக்குறிச்சி - 607101. 4) தெ. மோரதாஸ் கூட்ரோட், அசூர் மற்றும் அஞ்சல், திருவெண்ணெய்நல்லூர் தாலுக்கா, கள்ளக்குறிச்சி - 607107. 5) இ. உதயராஜ் 2/146, புதுக்காலனி, கந்தவலவு, சித்தானங்கூர் அஞ்சல், திருவெண்ணெய்நல்லூர் தாலுக்கா, கள்ளக்குறிச்சி - 607107. [421, 563, 819, 715]
paragraph: அஞ்சல், உளுந்தூர்பேட்டை தாலுக்கா, கள்ளக்குறிச்சி - 607201. [434, 5, 747, 18]
paragraph: அமைப்பாளர் - அ. விக்டர் ஜீவியன்ராஜ் எறையூர் மற்றும் [24, 1834, 304, 1847]
paragraph: துணை அமைப்பாளர்கள் - 1) எஸ். வரதமாணிக்கம் 8/16, திராவிடர் காலனி, ஜோதி நகர், சி காலனி, சூளேஸ்வரன்பட்டி, பொள்ளாச்சி-642006 2) எஸ். மணி 8, டி.சி. வீதி, சூளேஸ்வரன்பட்டி பொள்ளாச்சி-642006 3) ஓ. காந்தி தேசமுத்து வீதி, சூளேஸ்வரன்பட்டி, பொள்ளாச்சி-642006 [1241, 588, 1640, 647]
paragraph: துணை அமைப்பாளர்கள் - 1) ராஜேந்திரகுமார் பள்ளிக்கூடத் தெரு, வெள்ளாளங்குளம்-வேலாக் 16, சிவகிரி 2) செல்லத்துரை அம்மன்கோவில் தெரு, மலையடிக்குறிச்சி, சிவகிரி 3) மாரிச் செல்வம் இராமநாதபுரம், காடையந்தூர் 4) முருகையா சிந்தாமணி, புளியங்குடி 5) மணிகண்டன் சிதம்பரபுரம், சிவகிரி [1241, 1524, 1640, 1583]
district-heading: திருப்பூர் தெற்கு மாவட்டம் [831, 190, 1229, 224]
paragraph: அமைப்பாளர் - சரவணன், 5/52ஏ, கொங்கல்நகரம், குறிச்சிக்கோட்டை, உடுமலை தாலுகா திருப்பூர் மாவட்டம். [1241, 154, 1640, 182]
paragraph: துணை அமைப்பாளர்கள் - 1) பி. கிட்டுசாமி நத்தமேடு தோட்டம், பாப்பான்குளம் அஞ்சல், மடத்துக்குளம், திருப்பூர் மாவட்டம். 2) ப. பாலகிருஷ்ணன் 333சி, மேலரதவீதி, திருப்பூர் மாவட்டம். [831, 1481, 1229, 1525]
section-heading: வாசுதேவநல்லூர் வடக்கு ஒன்றியம் [1311, 1320, 1571, 1339]
paragraph: துணை அமைப்பாளர்கள் - 1) ர. பழனிவேல் தெற்கு தெரு, கீரப்பாளையம், ஆதனூர் அஞ்சல், உளுந்தூர்பேட்டை வட்டம் - 606102. 2) க. காந்திதேவன் மெயின் ரோடு, கொரட்டூர் மற்றும் அஞ்சல், கள்ளக்குறிச்சி - 606102. 3) ச. சிவராமன் திருநாவலூர் மற்றும் அஞ்சல், உளுந்தூர்பேட்டை வட்டம் - 606102. 4) பா. ராமமூர்த்தி விநாயகர் கோவில் தெரு, செங்குறிச்சி மற்றும் அஞ்சல், கள்ளக்குறிச்சி - 606115. 5) க ராஜ் கொங்குகீரனூர், கூவனம் மற்றும் அஞ்சல், கள்ளக்குறிச்சி - 606102. [421, 923, 819, 1029]
paragraph: அமைப்பாளர் - பா. விஜயன் மெயின் ரோடு, தொட்டியம், கள்ளக்குறிச்சி மாவட்டம். [421, 1283, 819, 1312]
section-heading: உடுமலைப்பேட்டை மத்திய ஒன்றியம் [1300, 132, 1581, 151]
paragraph: துணை அமைப்பாளர்கள் - 1) கே. கிருஷ்ணகுமார் 6/39, ஆ. அம்மாபட்டி அஞ்சல், கோட்டமங்கலம், உடுமலைப்பேட்டை தாலுகா, திருப்பூர் மாவட்டம். 2) பி. வெகமப்புஷணன் 1/24, பொன் னேரி, கொட்டமங்கலம் அஞ்சல், உடுமலைப்பேட்டை தாலுகா, திருப்பூர் மாவட்டம். 3) எம். காந்தியேகன், முத்துமணுத்திருட், குடிமங்கலம் அஞ்சல், உடுமலைப்பேட்டை தாலுகா, திருப்பூர் மாவட்டம். 4) ஏ. முருகானந்தம் 1/42, பெரியபட்டி வீதி, புக்குளம் அஞ்சல், உடுமலை தாலுகா, திருப்பூர் மாவட்டம். 5) வி. ஆறுமுகம், 1/60, நேரு வீதி, வடுகபாளையம், திருப்பூர் மாவட்டம். [831, 926, 1229, 1047]
section-heading: குடிமங்கலம் வடக்கு ஒன்றியம் [916, 1231, 1144, 1250]
paragraph: அமைப்பாளர் - க. கதிரவன் சு. குளத்தூர், சங்கராபுரம் வட்டம், கள்ளக்குறிச்சி மாவட்டம். [421, 742, 819, 771]
section-heading: கொமரலிங்கம் பேரூர் [1360, 1140, 1521, 1159]
paragraph: உடுமலை தாலுகா, திருப்பூர் மாவட்டம். [1254, 5, 1448, 18]
paragraph: அமைப்பாளர் - வ. விஜயன் 3/2, எஸ்.வி. புதுவை [434, 1716, 680, 1729]
paragraph: துணை அமைப்பாளர்கள் - 1) எஸ். அருள் மோகன் கிராமம், சோமண்டார்குடி அஞ்சல், கள்ளக்குறிச்சி வட்டம், கள்ளக்குறிச்சி மாவட்டம். 2) மு. ராமசாமி மாத்தூர் கிராமம், அஞ்சல், கள்ளக்குறிச்சி வட்டம், கள்ளக்குறிச்சி மாவட்டம். 3) மு. குமாரசாமி க. அலம்பளம் மற்றும் அஞ்சல், சங்கராபுரம் வட்டம், கள்ளக்குறிச்சி மாவட்டம். 4) இ. வைத்திலிங்கம், திருக்கணங்கூர் கிராமம், ஆலத்தூர் அஞ்சல், கள்ளக்குறிச்சி வட்டம், கள்ளக்குறிச்சி மாவட்டம். 5) பெ. பழனிச்சாமி முடியனூர் கிராமம், வடசிறுவலூர் அஞ்சல், சங்கராபுரம் வட்டம், கள்ளக்குறிச்சி மாவட்டம். [11, 1537, 409, 1658]
note-text: குறிப்பு : மேலகரம் பேரூர் பின்னர் அறிவிக்கப்படும். [11, 1436, 271, 1449]
section-heading: சுந்தரபாண்டியபுரம் பேரூர் [112, 1025, 308, 1044]
paragraph: துணை அமைப்பாளர்கள் - 1) எஸ். தன்ராஜ் அம்மேகவுண்டனூர், சுஞ்சாம்பட்டி அஞ்சல், பொள்ளாச்சி தாலுகா. 2) ச. முரளி 3/194, மாரியம்மன்வீதி, ஆவல் சின்னாம்பாளையம், சுப்பத்தூர் அஞ்சல், பொள்ளாச்சி தாலுகா. 3) வி. சிவராஜ் 4/83, அம்மேகவுண்டனூர், சுஞ்சாம்பட்டி அஞ்சல், பொள்ளாச்சி தாலுகா. 4) சுந்தராஜ், தலைவர் சின்னாறு வீதி, கூக்பாட்டி அஞ்சல், பொள்ளாச்சி. 5) சு. பழனிசாமி 2/172, சுஞ்சாம்பட்டி அஞ்சல், பொள்ளாச்சி. [831, 597, 1229, 687]
paragraph: துணை அமைப்பாளர்கள் - 1) ஜி.ஆர். ரமேஷ் விஜயபுரம், சின்னசேலம், கள்ளக்குறிச்சி மாவட்டம். 2) சி. நாராயணசாமி கூகையூர், சின்னசேலம், கள்ளக்குறிச்சி மாவட்டம். 3) சு. தேவகுமார் விஜயபுரம், சின்னசேலம், கள்ளக்குறிச்சி மாவட்டம். [421, 1630, 819, 1689]
column-4 [1236, 4, 1646, 2261]
paragraph: அமைப்பாளர் - பி. நடராஜன் 14/10/12, நாடார் தெரு, நடப்பன் குளம், சுந்தரபாண்டியபுரம், தென்காசி. [11, 1047, 409, 1076]
section-heading: பண்பொழி பேரூர் [142, 907, 278, 926]
paragraph: துணை அமைப்பாளர்கள் - 1) இ. தேவேந்திரன் வையப்பாளையம், சேந்தமங்கலம் அஞ்சல், உளுந்தூர்பேட்டை வட்டம், கள்ளக்குறிச்சி - 607204. 2) சி. பழனிவேல் சிறுபூவலூர் காலனி, சோமாசிபாளையம் அஞ்சல், உளுந்தூர்பேட்டை வட்டம், கள்ளக்குறிச்சி - 607204. 3) வை. குப்புசாமி மடப்பட்டு அஞ்சல், உளுந்தூர்பேட்டை வட்டம், கள்ளக்குறிச்சி - 607204. 4) ஆ. தனசேகரன் தெற்கு தெரு, கூவாடு மற்றும் அஞ்சல், உளுந்தூர்பேட்டை வட்டம், கள்ளக்குறிச்சி - 607204. 5) ர. தேவநாதன் கிழக்கு மருதூர் அஞ்சல், உளுந்தூர்பேட்டை வட்டம், கள்ளக்குறிச்சி - 607204. [421, 1088, 819, 1209]
section-heading: வாசுதேவநல்லூர் தெற்கு ஒன்றியம் [1313, 1469, 1568, 1488]
section-heading: இலஞ்சி பேரூர் [153, 213, 267, 232]
paragraph: அமைப்பாளர் - ஆ. தர்மராஜ் காமராஜ்நகர் காலனி, திருமூர்த்தி நகர் அஞ்சல், உடுமலை - 642126 திருப்பூர் மாவட்டம். [1241, 452, 1640, 481]
district-heading: தென்காசி வடக்கு மாவட்டம் [1241, 1280, 1640, 1315]
paragraph: அமைப்பாளர் - மு. வேபியாசி 51/பி, நேதாஜி தெரு, முக்கூடல், தென்காசி. [24, 1166, 390, 1179]
section-heading: கல்வராயன்மலை தெற்கு ஒன்றியம் [491, 313, 750, 332]
section-heading: ஆழ்வார்குறிச்சி பேரூர் [125, 789, 295, 808]
paragraph: அமைப்பாளர் - ஜி. சுப்பத்தூமார் 24, ராணி அண்ணாவீதி, சூளேஸ்வரன்பட்டி பொள்ளாச்சி-642006 [1241, 555, 1640, 584]
section-heading: திருநாவலூர் கிழக்கு ஒன்றியம் [508, 1033, 732, 1052]
paragraph: துணை அமைப்பாளர்கள் - 1) ர. கணேஷ்மூர்த்தி 11, ஜெய்லானி காலனி, உடுமலை, திருப்பூர் மாவட்டம். 2) ஜ. விஜய பிரகாஷ் 6/1, யூனியன்லேஷன், கரந்தங்கர், உடுமலைப்பேட்டை, திருப்பூர் மாவட்டம். 3) பி. அப்பாத்துரை 2/2ஏ, அருள்மொழி சந்து, உடுமலைப்பேட்டை, திருப்பூர் மாவட்டம். 4) எஸ். ஜெ. ராஜா முஹம்மது 1/18, ஆசாரி நகர், உடுமலைப்பேட்டை, திருப்பூர் மாவட்டம் 5) பி. மூர்த்தி 17, கச்சேரி வீதி, உடுமலைப்பேட்டை, திருப்பூர் மாவட்டம். [1241, 336, 1640, 426]
